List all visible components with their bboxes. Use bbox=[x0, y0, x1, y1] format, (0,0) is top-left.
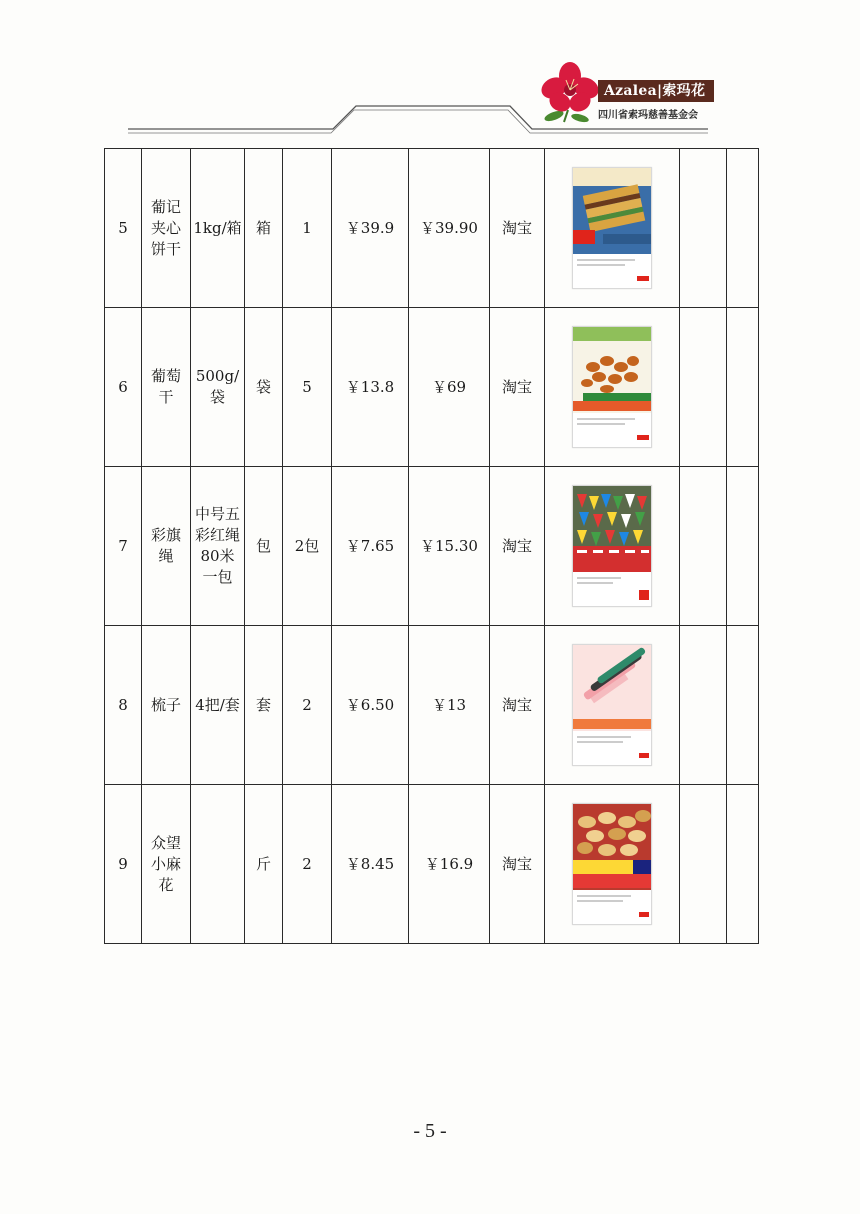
item-total: ￥39.90 bbox=[409, 149, 490, 308]
item-total: ￥13 bbox=[409, 626, 490, 785]
row-number: 8 bbox=[105, 626, 142, 785]
logo-brand-text: Azalea|索玛花 bbox=[598, 80, 714, 102]
item-qty: 2 bbox=[283, 626, 332, 785]
item-total: ￥15.30 bbox=[409, 467, 490, 626]
item-name: 彩旗绳 bbox=[142, 467, 191, 626]
item-name: 葡记夹心饼干 bbox=[142, 149, 191, 308]
empty-cell bbox=[680, 785, 727, 944]
item-total: ￥16.9 bbox=[409, 785, 490, 944]
item-spec: 4把/套 bbox=[191, 626, 245, 785]
item-qty: 2 bbox=[283, 785, 332, 944]
item-name: 梳子 bbox=[142, 626, 191, 785]
item-name: 众望小麻花 bbox=[142, 785, 191, 944]
azalea-flower-icon bbox=[538, 60, 602, 124]
item-unit: 套 bbox=[245, 626, 283, 785]
table-row bbox=[105, 785, 759, 944]
item-spec: 500g/袋 bbox=[191, 308, 245, 467]
item-source: 淘宝 bbox=[490, 467, 545, 626]
item-qty: 1 bbox=[283, 149, 332, 308]
item-source: 淘宝 bbox=[490, 149, 545, 308]
row-number: 9 bbox=[105, 785, 142, 944]
empty-cell bbox=[680, 626, 727, 785]
item-total: ￥69 bbox=[409, 308, 490, 467]
empty-cell bbox=[727, 785, 759, 944]
mahua-snack-product-image bbox=[572, 803, 652, 925]
page-number: - 5 - bbox=[413, 1120, 447, 1142]
item-spec: 1kg/箱 bbox=[191, 149, 245, 308]
item-source: 淘宝 bbox=[490, 626, 545, 785]
item-spec bbox=[191, 785, 245, 944]
raisins-product-image bbox=[572, 326, 652, 448]
item-source: 淘宝 bbox=[490, 785, 545, 944]
table-row bbox=[105, 308, 759, 467]
item-spec: 中号五彩红绳80米一包 bbox=[191, 467, 245, 626]
empty-cell bbox=[727, 626, 759, 785]
logo-org-name: 四川省索玛慈善基金会 bbox=[598, 110, 698, 121]
empty-cell bbox=[680, 149, 727, 308]
empty-cell bbox=[727, 149, 759, 308]
item-unit: 包 bbox=[245, 467, 283, 626]
table-row bbox=[105, 626, 759, 785]
foundation-logo bbox=[538, 60, 738, 130]
item-name: 葡萄干 bbox=[142, 308, 191, 467]
item-price: ￥13.8 bbox=[332, 308, 409, 467]
table-row bbox=[105, 467, 759, 626]
item-price: ￥8.45 bbox=[332, 785, 409, 944]
item-unit: 袋 bbox=[245, 308, 283, 467]
empty-cell bbox=[727, 308, 759, 467]
empty-cell bbox=[727, 467, 759, 626]
prayer-flag-rope-product-image bbox=[572, 485, 652, 607]
item-qty: 2包 bbox=[283, 467, 332, 626]
item-price: ￥7.65 bbox=[332, 467, 409, 626]
row-number: 7 bbox=[105, 467, 142, 626]
table-row bbox=[105, 149, 759, 308]
item-price: ￥39.9 bbox=[332, 149, 409, 308]
item-price: ￥6.50 bbox=[332, 626, 409, 785]
row-number: 5 bbox=[105, 149, 142, 308]
row-number: 6 bbox=[105, 308, 142, 467]
comb-set-product-image bbox=[572, 644, 652, 766]
item-source: 淘宝 bbox=[490, 308, 545, 467]
item-unit: 箱 bbox=[245, 149, 283, 308]
item-unit: 斤 bbox=[245, 785, 283, 944]
item-qty: 5 bbox=[283, 308, 332, 467]
purchase-items-table bbox=[104, 148, 759, 944]
wafer-biscuit-product-image bbox=[572, 167, 652, 289]
empty-cell bbox=[680, 308, 727, 467]
empty-cell bbox=[680, 467, 727, 626]
